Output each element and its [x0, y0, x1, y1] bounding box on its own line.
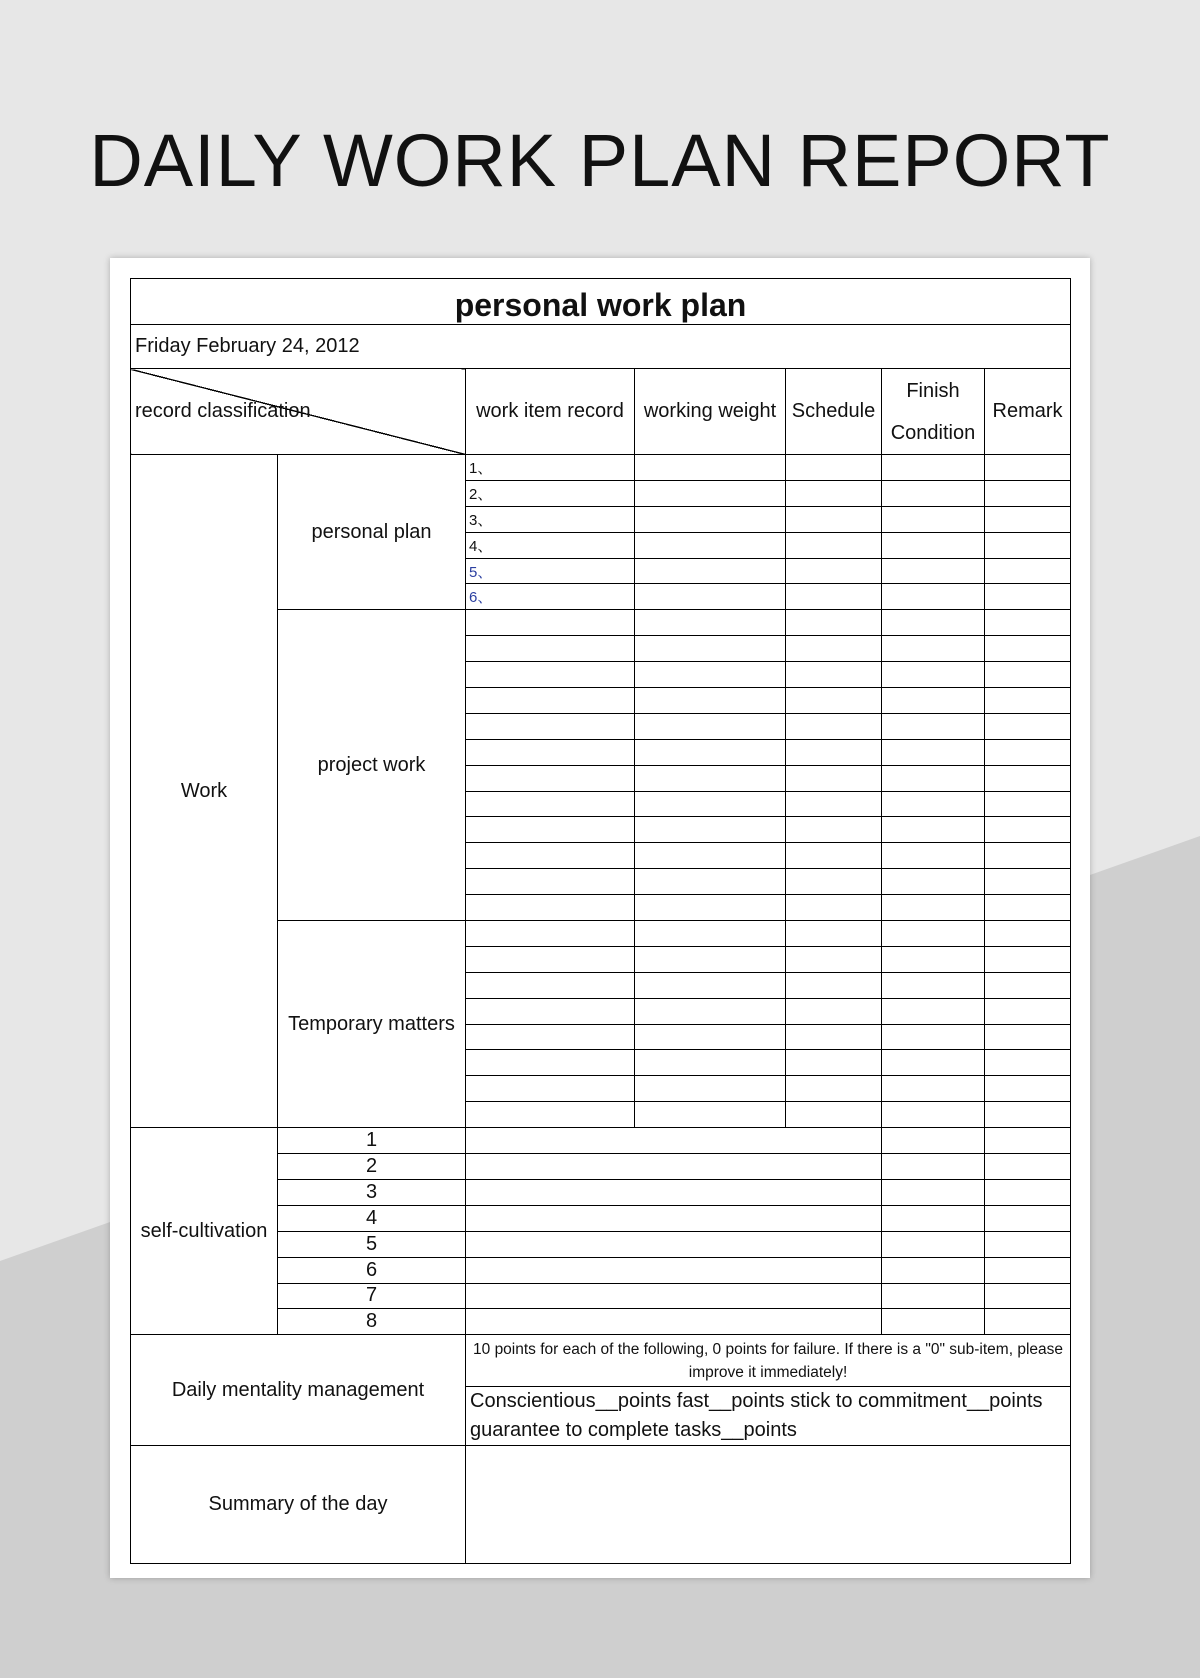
schedule-cell[interactable] — [786, 584, 882, 610]
working-weight-cell[interactable] — [635, 584, 786, 610]
working-weight-cell[interactable] — [635, 869, 786, 895]
finish-condition-cell[interactable] — [882, 1154, 985, 1180]
working-weight-cell[interactable] — [635, 558, 786, 584]
remark-cell[interactable] — [985, 636, 1071, 662]
work-item-record-cell[interactable] — [466, 869, 635, 895]
remark-header: Remark — [985, 369, 1071, 455]
finish-condition-cell[interactable] — [882, 869, 985, 895]
finish-condition-cell[interactable] — [882, 817, 985, 843]
finish-condition-cell[interactable] — [882, 843, 985, 869]
finish-condition-cell[interactable] — [882, 791, 985, 817]
self-cultivation-number: 5 — [278, 1231, 466, 1257]
schedule-cell[interactable] — [786, 843, 882, 869]
self-cultivation-entry-cell[interactable] — [466, 1309, 882, 1335]
schedule-cell[interactable] — [786, 455, 882, 481]
remark-cell[interactable] — [985, 1050, 1071, 1076]
finish-condition-cell[interactable] — [882, 713, 985, 739]
schedule-cell[interactable] — [786, 636, 882, 662]
working-weight-cell[interactable] — [635, 1102, 786, 1128]
remark-cell[interactable] — [985, 480, 1071, 506]
work-plan-table — [130, 278, 1071, 1564]
schedule-cell[interactable] — [786, 662, 882, 688]
schedule-cell[interactable] — [786, 688, 882, 714]
schedule-cell[interactable] — [786, 765, 882, 791]
remark-cell[interactable] — [985, 506, 1071, 532]
remark-cell[interactable] — [985, 739, 1071, 765]
schedule-header: Schedule — [786, 369, 882, 455]
finish-condition-cell[interactable] — [882, 1076, 985, 1102]
table-row — [131, 455, 1071, 481]
work-item-record-header: work item record — [466, 369, 635, 455]
working-weight-cell[interactable] — [635, 946, 786, 972]
remark-cell[interactable] — [985, 1283, 1071, 1309]
remark-cell[interactable] — [985, 1231, 1071, 1257]
work-item-record-cell[interactable] — [466, 636, 635, 662]
working-weight-cell[interactable] — [635, 455, 786, 481]
work-item-record-cell[interactable]: 4、 — [466, 532, 635, 558]
self-cultivation-number: 1 — [278, 1128, 466, 1154]
work-item-record-cell[interactable] — [466, 817, 635, 843]
remark-cell[interactable] — [985, 713, 1071, 739]
remark-cell[interactable] — [985, 1205, 1071, 1231]
schedule-cell[interactable] — [786, 558, 882, 584]
schedule-cell[interactable] — [786, 713, 882, 739]
schedule-cell[interactable] — [786, 610, 882, 636]
finish-condition-cell[interactable] — [882, 1309, 985, 1335]
finish-condition-cell[interactable] — [882, 584, 985, 610]
remark-cell[interactable] — [985, 610, 1071, 636]
finish-condition-cell[interactable] — [882, 946, 985, 972]
schedule-cell[interactable] — [786, 506, 882, 532]
schedule-cell[interactable] — [786, 1102, 882, 1128]
schedule-cell[interactable] — [786, 480, 882, 506]
summary-entry-field[interactable] — [466, 1446, 1071, 1564]
finish-condition-cell[interactable] — [882, 688, 985, 714]
working-weight-cell[interactable] — [635, 817, 786, 843]
remark-cell[interactable] — [985, 584, 1071, 610]
remark-cell[interactable] — [985, 869, 1071, 895]
work-item-record-cell[interactable] — [466, 610, 635, 636]
working-weight-cell[interactable] — [635, 998, 786, 1024]
working-weight-cell[interactable] — [635, 662, 786, 688]
remark-cell[interactable] — [985, 1024, 1071, 1050]
finish-condition-cell[interactable] — [882, 895, 985, 921]
working-weight-cell[interactable] — [635, 636, 786, 662]
remark-cell[interactable] — [985, 662, 1071, 688]
finish-condition-cell[interactable] — [882, 765, 985, 791]
schedule-cell[interactable] — [786, 739, 882, 765]
finish-condition-cell[interactable] — [882, 1283, 985, 1309]
summary-label: Summary of the day — [131, 1446, 466, 1564]
remark-cell[interactable] — [985, 532, 1071, 558]
work-item-record-cell[interactable] — [466, 921, 635, 947]
work-item-record-cell[interactable] — [466, 739, 635, 765]
self-cultivation-number: 6 — [278, 1257, 466, 1283]
schedule-cell[interactable] — [786, 817, 882, 843]
remark-cell[interactable] — [985, 558, 1071, 584]
working-weight-cell[interactable] — [635, 921, 786, 947]
remark-cell[interactable] — [985, 1102, 1071, 1128]
finish-condition-cell[interactable] — [882, 1024, 985, 1050]
working-weight-cell[interactable] — [635, 610, 786, 636]
work-item-record-cell[interactable] — [466, 1024, 635, 1050]
self-cultivation-label: self-cultivation — [131, 1128, 278, 1335]
work-item-record-cell[interactable] — [466, 1102, 635, 1128]
remark-cell[interactable] — [985, 455, 1071, 481]
schedule-cell[interactable] — [786, 1050, 882, 1076]
working-weight-cell[interactable] — [635, 688, 786, 714]
work-item-record-cell[interactable] — [466, 1050, 635, 1076]
report-date[interactable]: Friday February 24, 2012 — [131, 325, 1071, 369]
finish-condition-cell[interactable] — [882, 1179, 985, 1205]
finish-condition-cell[interactable] — [882, 1231, 985, 1257]
self-cultivation-number: 4 — [278, 1205, 466, 1231]
mentality-label: Daily mentality management — [131, 1335, 466, 1446]
finish-condition-cell[interactable] — [882, 921, 985, 947]
remark-cell[interactable] — [985, 765, 1071, 791]
work-item-record-cell[interactable] — [466, 662, 635, 688]
finish-condition-cell[interactable] — [882, 972, 985, 998]
finish-condition-cell[interactable] — [882, 636, 985, 662]
work-item-record-cell[interactable] — [466, 1076, 635, 1102]
schedule-cell[interactable] — [786, 972, 882, 998]
remark-cell[interactable] — [985, 1179, 1071, 1205]
schedule-cell[interactable] — [786, 532, 882, 558]
remark-cell[interactable] — [985, 921, 1071, 947]
self-cultivation-entry-cell[interactable] — [466, 1283, 882, 1309]
work-item-record-cell[interactable]: 3、 — [466, 506, 635, 532]
working-weight-header: working weight — [635, 369, 786, 455]
self-cultivation-number: 7 — [278, 1283, 466, 1309]
work-item-record-cell[interactable] — [466, 843, 635, 869]
remark-cell[interactable] — [985, 1309, 1071, 1335]
finish-condition-cell[interactable] — [882, 1050, 985, 1076]
work-item-record-cell[interactable]: 6、 — [466, 584, 635, 610]
form-title: personal work plan — [131, 279, 1071, 325]
finish-condition-cell[interactable] — [882, 662, 985, 688]
temporary-matters-label: Temporary matters — [278, 921, 466, 1128]
remark-cell[interactable] — [985, 1154, 1071, 1180]
work-category-label: Work — [131, 455, 278, 1128]
work-item-record-cell[interactable] — [466, 998, 635, 1024]
working-weight-cell[interactable] — [635, 843, 786, 869]
working-weight-cell[interactable] — [635, 1024, 786, 1050]
finish-condition-cell[interactable] — [882, 506, 985, 532]
finish-condition-cell[interactable] — [882, 1205, 985, 1231]
finish-condition-cell[interactable] — [882, 610, 985, 636]
self-cultivation-entry-cell[interactable] — [466, 1205, 882, 1231]
remark-cell[interactable] — [985, 895, 1071, 921]
work-item-record-cell[interactable] — [466, 713, 635, 739]
working-weight-cell[interactable] — [635, 1076, 786, 1102]
mentality-points-field[interactable]: Conscientious__points fast__points stick to commitment__points guarantee to complete tasks__points — [466, 1387, 1071, 1446]
finish-condition-cell[interactable] — [882, 480, 985, 506]
remark-cell[interactable] — [985, 998, 1071, 1024]
finish-condition-cell[interactable] — [882, 558, 985, 584]
finish-condition-cell[interactable] — [882, 455, 985, 481]
work-item-record-cell[interactable] — [466, 765, 635, 791]
schedule-cell[interactable] — [786, 946, 882, 972]
remark-cell[interactable] — [985, 972, 1071, 998]
work-item-record-cell[interactable] — [466, 791, 635, 817]
schedule-cell[interactable] — [786, 998, 882, 1024]
self-cultivation-entry-cell[interactable] — [466, 1154, 882, 1180]
working-weight-cell[interactable] — [635, 765, 786, 791]
remark-cell[interactable] — [985, 946, 1071, 972]
schedule-cell[interactable] — [786, 869, 882, 895]
remark-cell[interactable] — [985, 817, 1071, 843]
remark-cell[interactable] — [985, 791, 1071, 817]
work-item-record-cell[interactable] — [466, 688, 635, 714]
finish-condition-cell[interactable] — [882, 739, 985, 765]
working-weight-cell[interactable] — [635, 895, 786, 921]
page-heading: DAILY WORK PLAN REPORT — [89, 119, 1111, 202]
work-item-record-cell[interactable]: 5、 — [466, 558, 635, 584]
finish-condition-header: Finish Condition — [882, 369, 985, 455]
schedule-cell[interactable] — [786, 1076, 882, 1102]
remark-cell[interactable] — [985, 1128, 1071, 1154]
table-row — [131, 1335, 1071, 1387]
mentality-note: 10 points for each of the following, 0 points for failure. If there is a "0" sub-item, please improve it immediately! — [466, 1335, 1071, 1387]
working-weight-cell[interactable] — [635, 739, 786, 765]
working-weight-cell[interactable] — [635, 532, 786, 558]
self-cultivation-entry-cell[interactable] — [466, 1257, 882, 1283]
work-item-record-cell[interactable]: 2、 — [466, 480, 635, 506]
working-weight-cell[interactable] — [635, 480, 786, 506]
finish-condition-cell[interactable] — [882, 1102, 985, 1128]
finish-condition-cell[interactable] — [882, 1257, 985, 1283]
work-item-record-cell[interactable] — [466, 895, 635, 921]
form-sheet — [110, 258, 1090, 1578]
schedule-cell[interactable] — [786, 1024, 882, 1050]
working-weight-cell[interactable] — [635, 972, 786, 998]
record-classification-header: record classification — [131, 369, 466, 455]
self-cultivation-entry-cell[interactable] — [466, 1231, 882, 1257]
schedule-cell[interactable] — [786, 895, 882, 921]
working-weight-cell[interactable] — [635, 1050, 786, 1076]
schedule-cell[interactable] — [786, 791, 882, 817]
project-work-label: project work — [278, 610, 466, 921]
work-item-record-cell[interactable]: 1、 — [466, 455, 635, 481]
work-item-record-cell[interactable] — [466, 972, 635, 998]
remark-cell[interactable] — [985, 843, 1071, 869]
self-cultivation-entry-cell[interactable] — [466, 1179, 882, 1205]
self-cultivation-number: 2 — [278, 1154, 466, 1180]
work-item-record-cell[interactable] — [466, 946, 635, 972]
working-weight-cell[interactable] — [635, 506, 786, 532]
remark-cell[interactable] — [985, 1257, 1071, 1283]
schedule-cell[interactable] — [786, 921, 882, 947]
self-cultivation-number: 8 — [278, 1309, 466, 1335]
finish-condition-cell[interactable] — [882, 1128, 985, 1154]
table-row — [131, 1128, 1071, 1154]
remark-cell[interactable] — [985, 688, 1071, 714]
finish-condition-cell[interactable] — [882, 998, 985, 1024]
personal-plan-label: personal plan — [278, 455, 466, 610]
remark-cell[interactable] — [985, 1076, 1071, 1102]
self-cultivation-number: 3 — [278, 1179, 466, 1205]
self-cultivation-entry-cell[interactable] — [466, 1128, 882, 1154]
table-row — [131, 1446, 1071, 1564]
finish-condition-cell[interactable] — [882, 532, 985, 558]
working-weight-cell[interactable] — [635, 791, 786, 817]
working-weight-cell[interactable] — [635, 713, 786, 739]
